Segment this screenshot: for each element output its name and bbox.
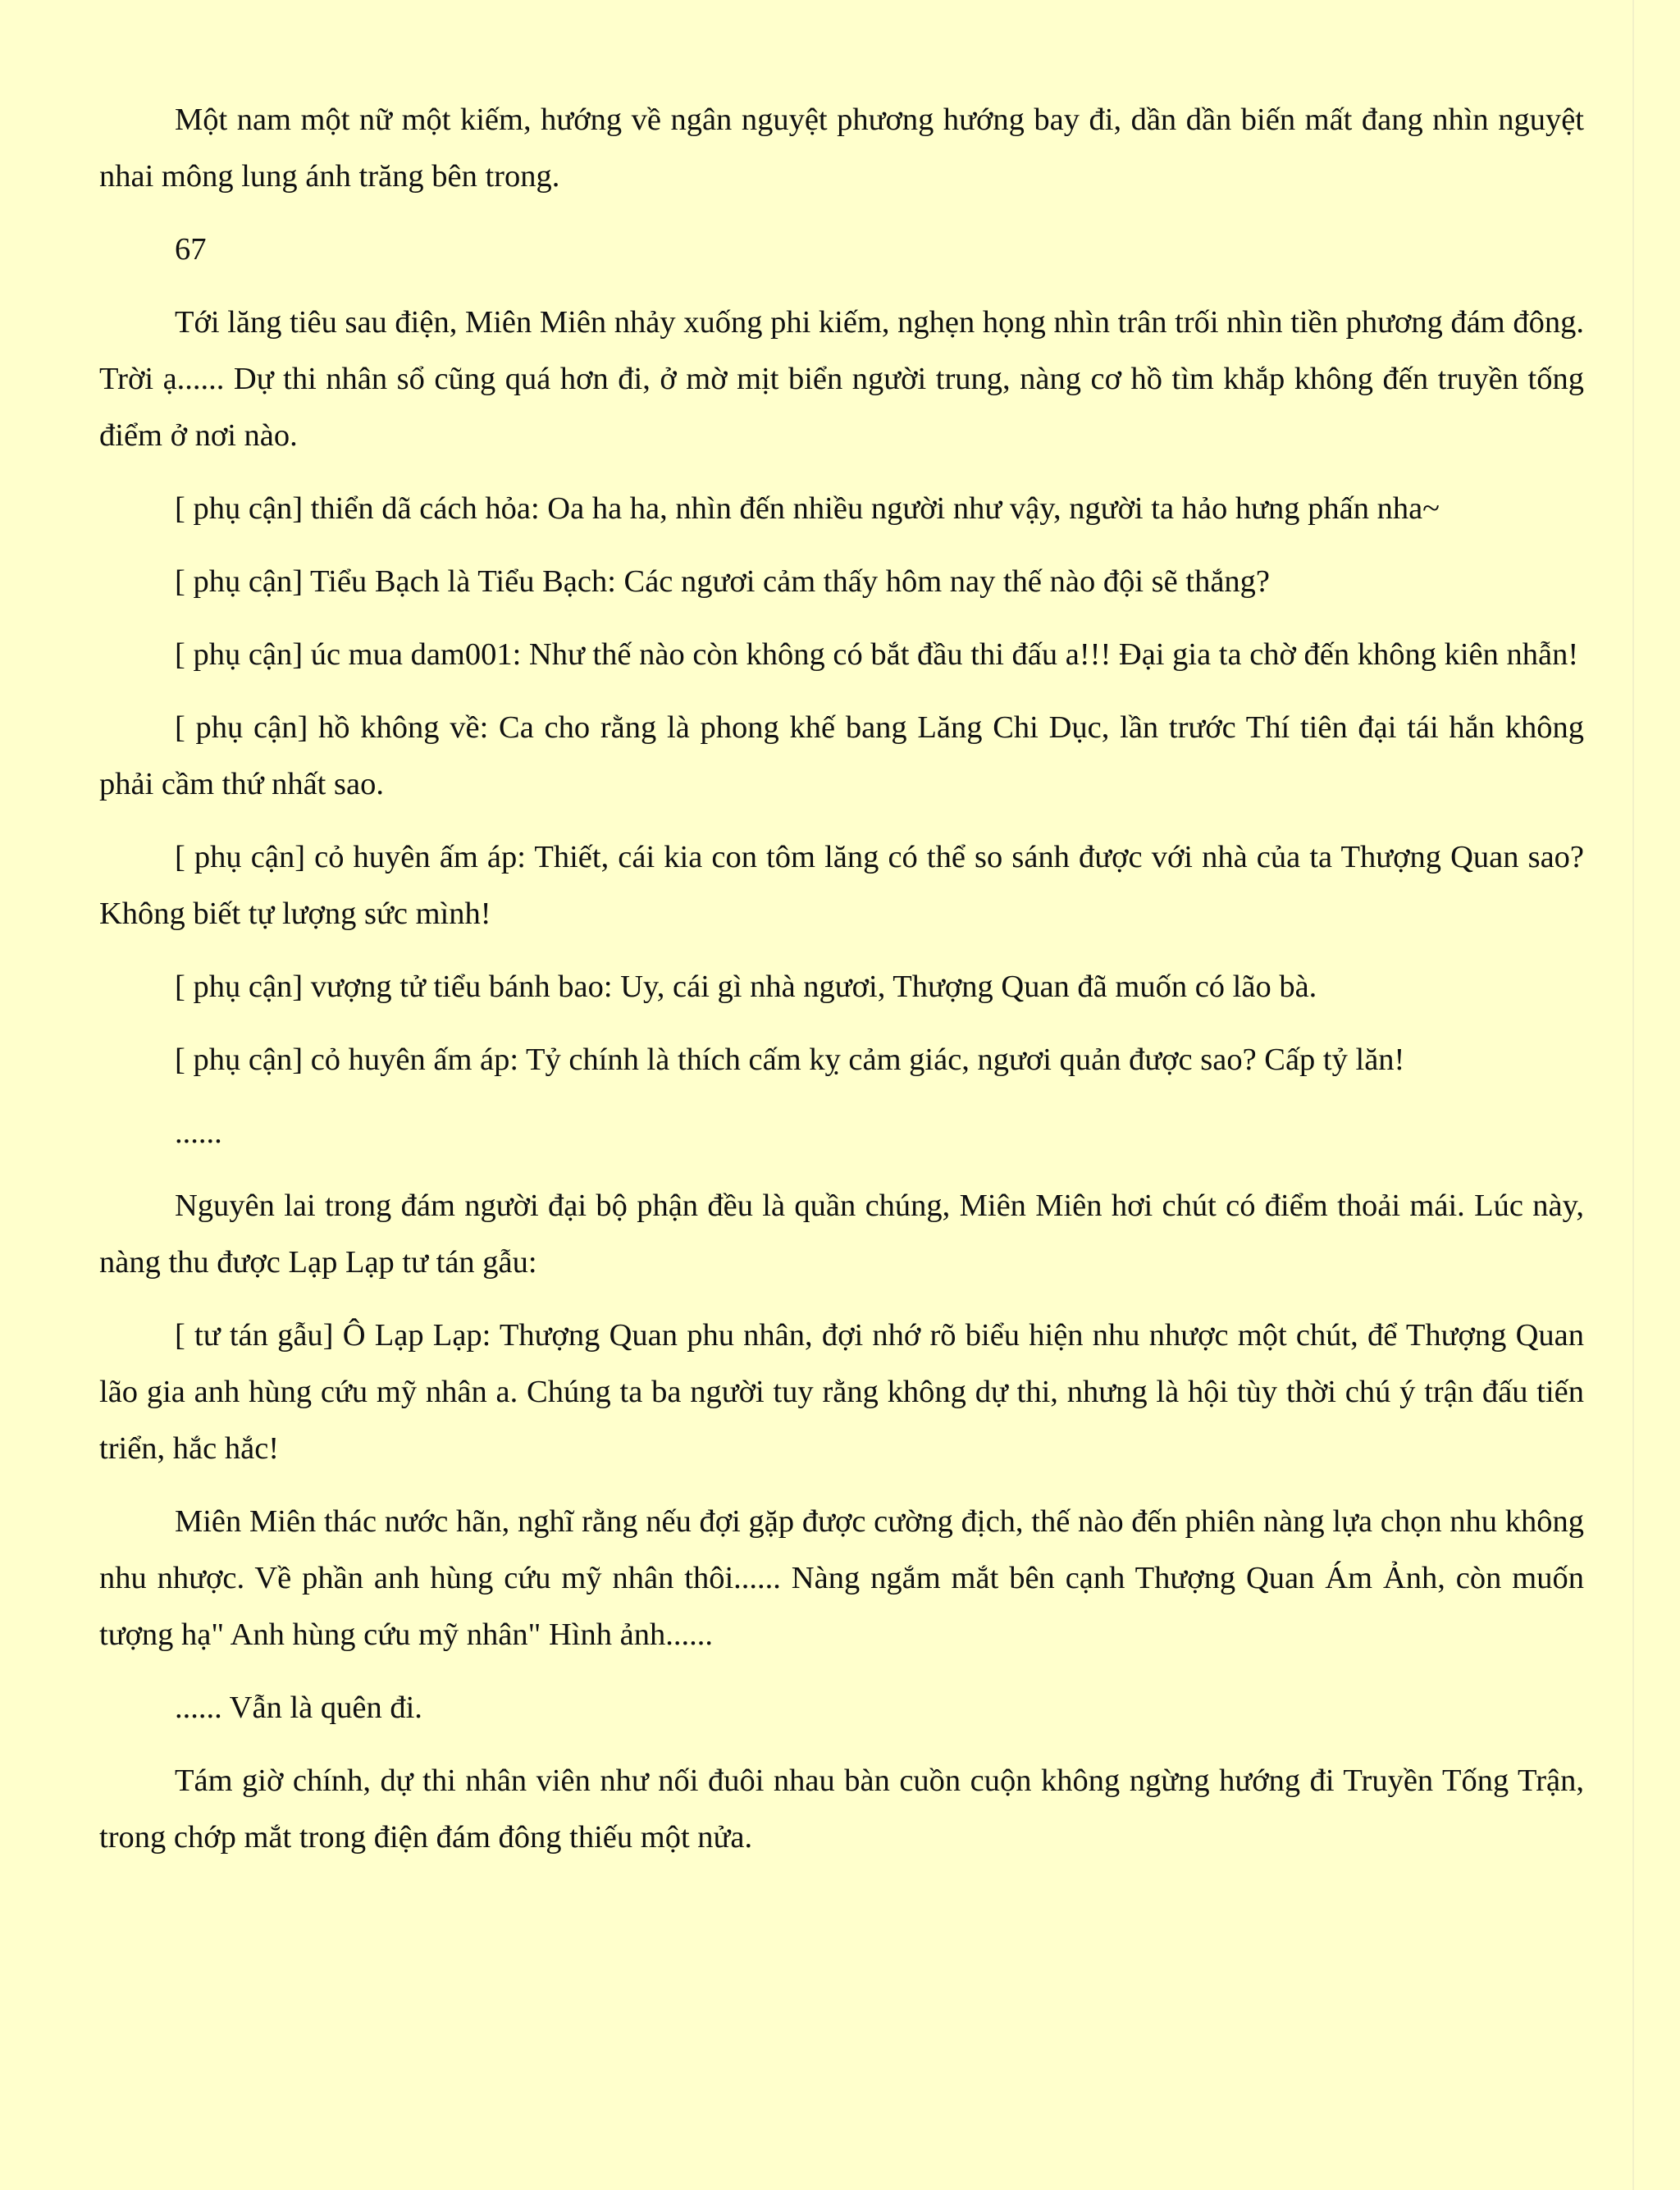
paragraph: Miên Miên thác nước hãn, nghĩ rằng nếu đợi gặp được cường địch, thế nào đến phiên nàng lựa chọn nhu không nhu nhược. Về phần anh hùng cứu mỹ nhân thôi...... Nàng ngắm mắt bên cạnh Thượng Quan Ám Ảnh, còn muốn tượng hạ" Anh hùng cứu mỹ nhân" Hình ảnh...... [99,1504,1584,1652]
paragraph: ...... Vẫn là quên đi. [175,1690,422,1725]
paragraph: Một nam một nữ một kiếm, hướng về ngân nguyệt phương hướng bay đi, dần dần biến mất đang nhìn nguyệt nhai mông lung ánh trăng bên trong. [99,103,1584,194]
chat-line: [ phụ cận] cỏ huyên ấm áp: Thiết, cái kia con tôm lăng có thể so sánh được với nhà của ta Thượng Quan sao? Không biết tự lượng sức mình! [99,840,1584,931]
chat-line: [ phụ cận] cỏ huyên ấm áp: Tỷ chính là thích cấm kỵ cảm giác, ngươi quản được sao? Cấp tỷ lăn! [175,1043,1405,1077]
paragraph: Nguyên lai trong đám người đại bộ phận đều là quần chúng, Miên Miên hơi chút có điểm thoải mái. Lúc này, nàng thu được Lạp Lạp tư tán gẫu: [99,1189,1584,1280]
chapter-number: 67 [175,232,207,267]
chat-line: [ tư tán gẫu] Ô Lạp Lạp: Thượng Quan phu nhân, đợi nhớ rõ biểu hiện nhu nhược một chút, để Thượng Quan lão gia anh hùng cứu mỹ nhân a. Chúng ta ba người tuy rằng không dự thi, nhưng là hội tùy thời chú ý trận đấu tiến triển, hắc hắc! [99,1318,1584,1466]
chat-line: [ phụ cận] hồ không về: Ca cho rằng là phong khế bang Lăng Chi Dục, lần trước Thí tiên đại tái hắn không phải cầm thứ nhất sao. [99,710,1584,801]
chat-line: [ phụ cận] thiển dã cách hỏa: Oa ha ha, nhìn đến nhiều người như vậy, người ta hảo hưng phấn nha~ [175,491,1440,526]
chat-line: [ phụ cận] úc mua dam001: Như thế nào còn không có bắt đầu thi đấu a!!! Đại gia ta chờ đến không kiên nhẫn! [175,637,1579,672]
chat-line: [ phụ cận] vượng tử tiểu bánh bao: Uy, cái gì nhà ngươi, Thượng Quan đã muốn có lão bà. [175,970,1317,1004]
paragraph: Tám giờ chính, dự thi nhân viên như nối đuôi nhau bàn cuồn cuộn không ngừng hướng đi Truyền Tống Trận, trong chớp mắt trong điện đám đông thiếu một nửa. [99,1763,1584,1855]
ellipsis-line: ...... [175,1116,222,1150]
paragraph: Tới lăng tiêu sau điện, Miên Miên nhảy xuống phi kiếm, nghẹn họng nhìn trân trối nhìn tiền phương đám đông. Trời ạ...... Dự thi nhân sổ cũng quá hơn đi, ở mờ mịt biển người trung, nàng cơ hồ tìm khắp không đến truyền tống điểm ở nơi nào. [99,305,1584,453]
chat-line: [ phụ cận] Tiểu Bạch là Tiểu Bạch: Các ngươi cảm thấy hôm nay thế nào đội sẽ thắng? [175,564,1270,599]
document-body [99,92,1584,1882]
